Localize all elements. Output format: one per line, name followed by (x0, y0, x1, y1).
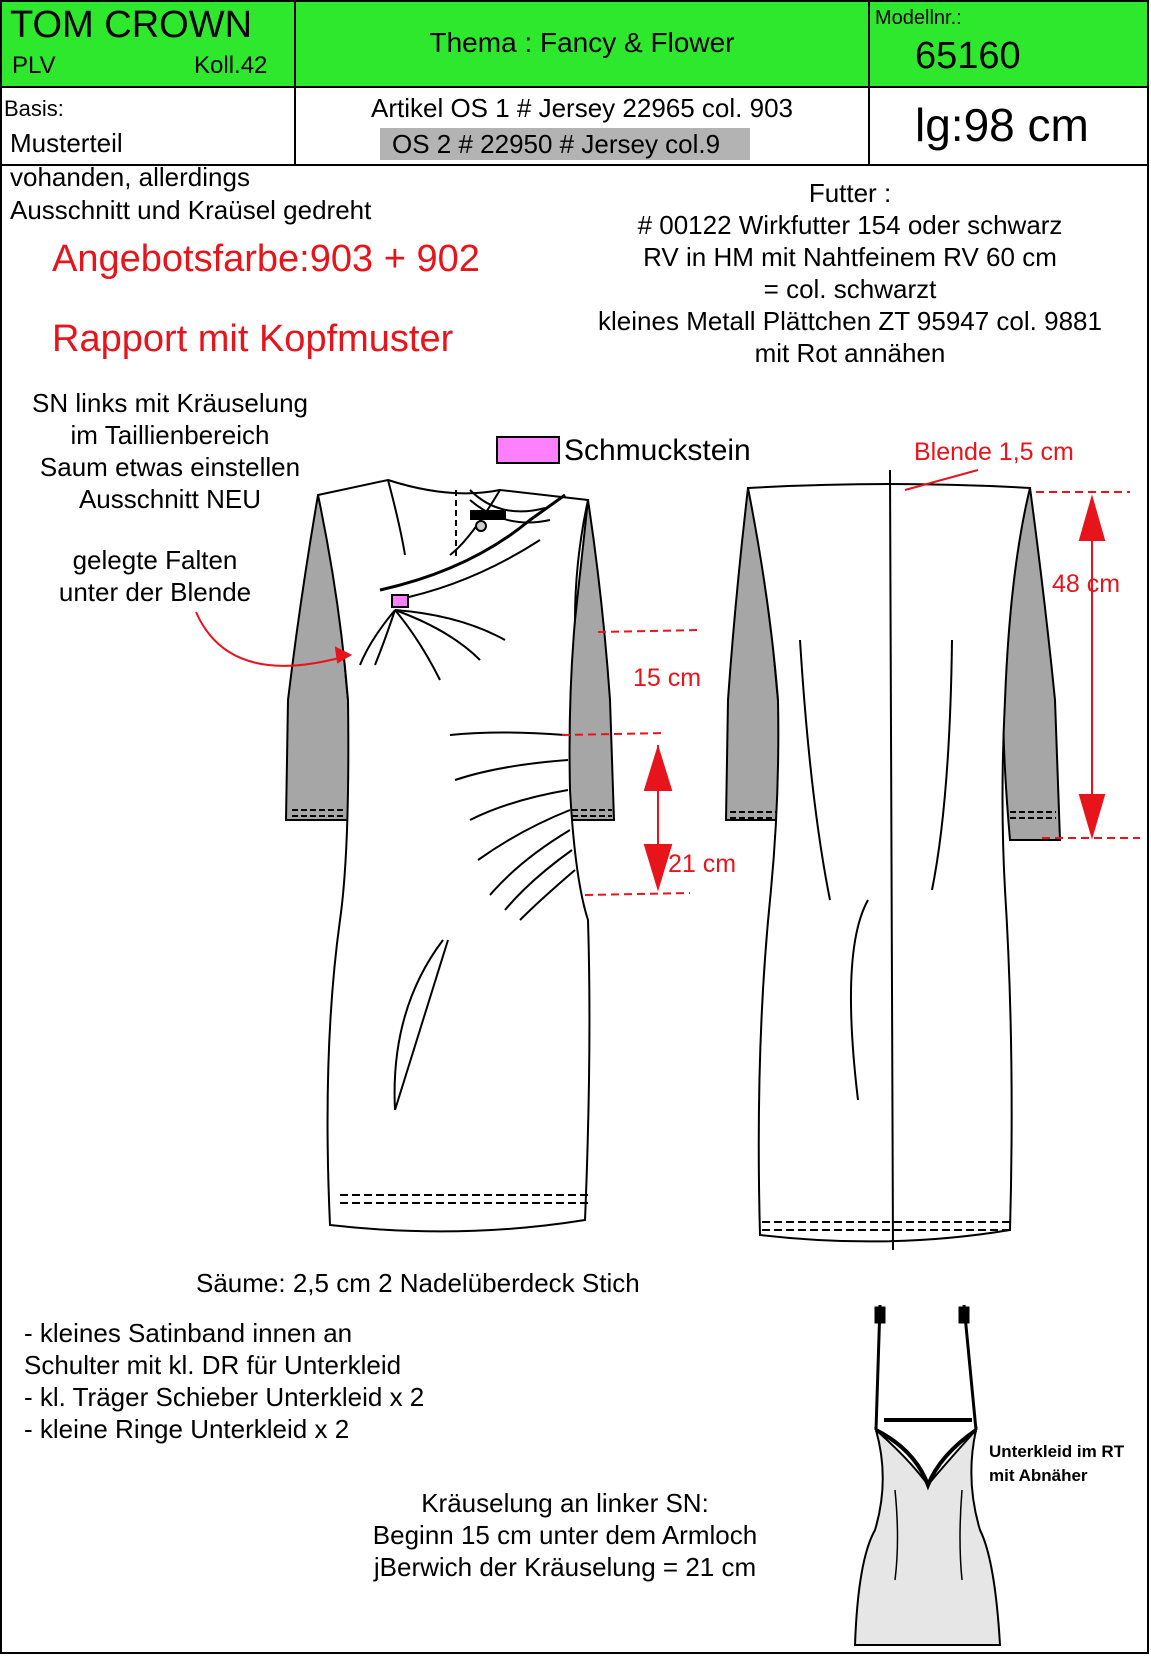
ruche-measurement: 21 cm (668, 850, 737, 878)
lining-title: Futter : (808, 178, 892, 208)
pleats-note-1: gelegte Falten (72, 545, 238, 575)
trim-line-4: - kleine Ringe Unterkleid x 2 (24, 1414, 350, 1444)
lining-line-4: kleines Metall Plättchen ZT 95947 col. 9881 (598, 306, 1102, 336)
article-1: Artikel OS 1 # Jersey 22965 col. 903 (370, 93, 793, 123)
collection: Koll.42 (194, 52, 268, 79)
model-number: 65160 (915, 35, 1021, 77)
offer-color: Angebotsfarbe:903 + 902 (52, 238, 480, 280)
ruche-note-2: Beginn 15 cm unter dem Armloch (372, 1520, 758, 1550)
lining-line-2: RV in HM mit Nahtfeinem RV 60 cm (643, 242, 1057, 272)
ruche-note-1: Kräuselung an linker SN: (421, 1488, 709, 1518)
ruche-note-3: jBerwich der Kräuselung = 21 cm (373, 1552, 757, 1582)
hems-note: Säume: 2,5 cm 2 Nadelüberdeck Stich (196, 1268, 640, 1298)
trim-line-3: - kl. Träger Schieber Unterkleid x 2 (24, 1382, 425, 1412)
slip-note-1: Unterkleid im RT (989, 1442, 1125, 1461)
theme-title: Thema : Fancy & Flower (429, 27, 735, 58)
repeat-note: Rapport mit Kopfmuster (52, 318, 454, 360)
band-measurement: Blende 1,5 cm (914, 438, 1074, 466)
basis-label: Basis: (4, 96, 64, 121)
side-seam-note-4: Ausschnitt NEU (78, 484, 262, 514)
basis-note-1: vohanden, allerdings (10, 162, 250, 192)
basis-note-2: Ausschnitt und Kraüsel gedreht (10, 195, 372, 225)
garment-length: lg:98 cm (915, 99, 1089, 151)
lining-line-1: # 00122 Wirkfutter 154 oder schwarz (637, 210, 1063, 240)
upper-measurement: 15 cm (633, 664, 702, 692)
trim-line-2: Schulter mit kl. DR für Unterkleid (24, 1350, 402, 1380)
slip-note-2: mit Abnäher (989, 1466, 1088, 1485)
sleeve-measurement: 48 cm (1052, 570, 1121, 598)
lining-line-3: = col. schwarzt (763, 274, 937, 304)
basis-text: Musterteil (10, 128, 123, 158)
trim-line-1: - kleines Satinband innen an (24, 1318, 353, 1348)
model-label: Modellnr.: (875, 7, 962, 29)
side-seam-note-3: Saum etwas einstellen (39, 452, 301, 482)
gemstone-label: Schmuckstein (564, 434, 751, 467)
brand-name: TOM CROWN (10, 4, 253, 46)
product-line: PLV (12, 52, 56, 79)
slip-dress-drawing (855, 1305, 1000, 1645)
side-seam-note-2: im Taillienbereich (70, 420, 270, 450)
side-seam-note-1: SN links mit Kräuselung (32, 388, 308, 418)
pleats-note-2: unter der Blende (58, 577, 252, 607)
article-2: OS 2 # 22950 # Jersey col.9 (380, 128, 750, 160)
back-dress-drawing (726, 470, 1060, 1250)
lining-line-5: mit Rot annähen (754, 338, 946, 368)
